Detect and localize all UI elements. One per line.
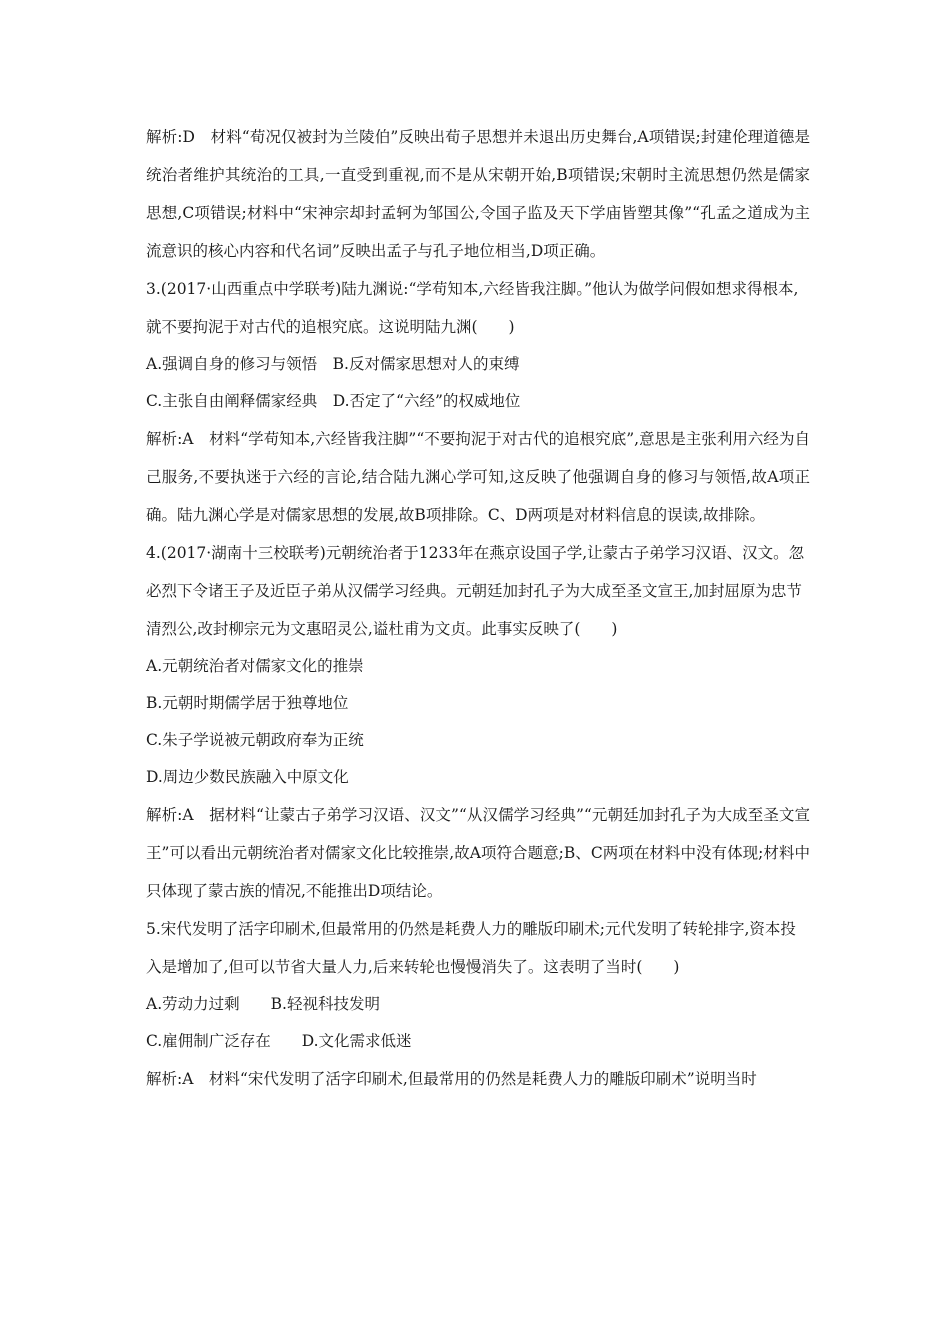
analysis-text: 材料“荀况仅被封为兰陵伯”反映出荀子思想并未退出历史舞台,A项错误;封建伦理道德是统治者维护其统治的工具,一直受到重视,而不是从宋朝开始,B项错误;宋朝时主流思想仍然是儒家思想,C项错误;材料中“宋神宗却封孟轲为邹国公,令国子监及天下学庙皆塑其像”“孔孟之道成为主流意识的核心内容和代名词”反映出孟子与孔子地位相当,D项正确。 (146, 128, 810, 260)
analysis-label: 解析:A (146, 1070, 209, 1088)
question-3-options-cd: C.主张自由阐释儒家经典 D.否定了“六经”的权威地位 (146, 392, 521, 410)
analysis-label: 解析:A (146, 430, 210, 448)
analysis-q5 (146, 1060, 810, 1098)
analysis-label: 解析:D (146, 128, 211, 146)
analysis-text: 材料“宋代发明了活字印刷术,但最常用的仍然是耗费人力的雕版印刷术”说明当时 (208, 1070, 757, 1088)
question-4-option-c: C.朱子学说被元朝政府奉为正统 (146, 731, 364, 749)
analysis-text: 据材料“让蒙古子弟学习汉语、汉文”“从汉儒学习经典”“元朝廷加封孔子为大成至圣文宣王”可以看出元朝统治者对儒家文化比较推崇,故A项符合题意;B、C两项在材料中没有体现;材料中只体现了蒙古族的情况,不能推出D项结论。 (146, 806, 810, 900)
analysis-q2 (146, 118, 810, 270)
document-page (146, 118, 810, 1098)
question-5-stem: 5.宋代发明了活字印刷术,但最常用的仍然是耗费人力的雕版印刷术;元代发明了转轮排字,资本投入是增加了,但可以节省大量人力,后来转轮也慢慢消失了。这表明了当时( ) (146, 920, 796, 976)
analysis-q4 (146, 796, 810, 910)
analysis-label: 解析:A (146, 806, 210, 824)
question-5-options-ab: A.劳动力过剩 B.轻视科技发明 (146, 995, 380, 1013)
question-3-stem: 3.(2017·山西重点中学联考)陆九渊说:“学苟知本,六经皆我注脚。”他认为做学问假如想求得根本,就不要拘泥于对古代的追根究底。这说明陆九渊( ) (146, 280, 799, 336)
analysis-text: 材料“学苟知本,六经皆我注脚”“不要拘泥于对古代的追根究底”,意思是主张利用六经为自己服务,不要执迷于六经的言论,结合陆九渊心学可知,这反映了他强调自身的修习与领悟,故A项正确。陆九渊心学是对儒家思想的发展,故B项排除。C、D两项是对材料信息的误读,故排除。 (146, 430, 810, 524)
analysis-q3 (146, 420, 810, 534)
question-4-option-d: D.周边少数民族融入中原文化 (146, 768, 349, 786)
question-4-stem: 4.(2017·湖南十三校联考)元朝统治者于1233年在燕京设国子学,让蒙古子弟学习汉语、汉文。忽必烈下令诸王子及近臣子弟从汉儒学习经典。元朝廷加封孔子为大成至圣文宣王,加封屈原为忠节清烈公,改封柳宗元为文惠昭灵公,谥杜甫为文贞。此事实反映了( ) (146, 544, 805, 638)
question-4-option-a: A.元朝统治者对儒家文化的推崇 (146, 657, 364, 675)
question-3-options-ab: A.强调自身的修习与领悟 B.反对儒家思想对人的束缚 (146, 355, 520, 373)
question-5-options-cd: C.雇佣制广泛存在 D.文化需求低迷 (146, 1032, 412, 1050)
question-4-option-b: B.元朝时期儒学居于独尊地位 (146, 694, 349, 712)
